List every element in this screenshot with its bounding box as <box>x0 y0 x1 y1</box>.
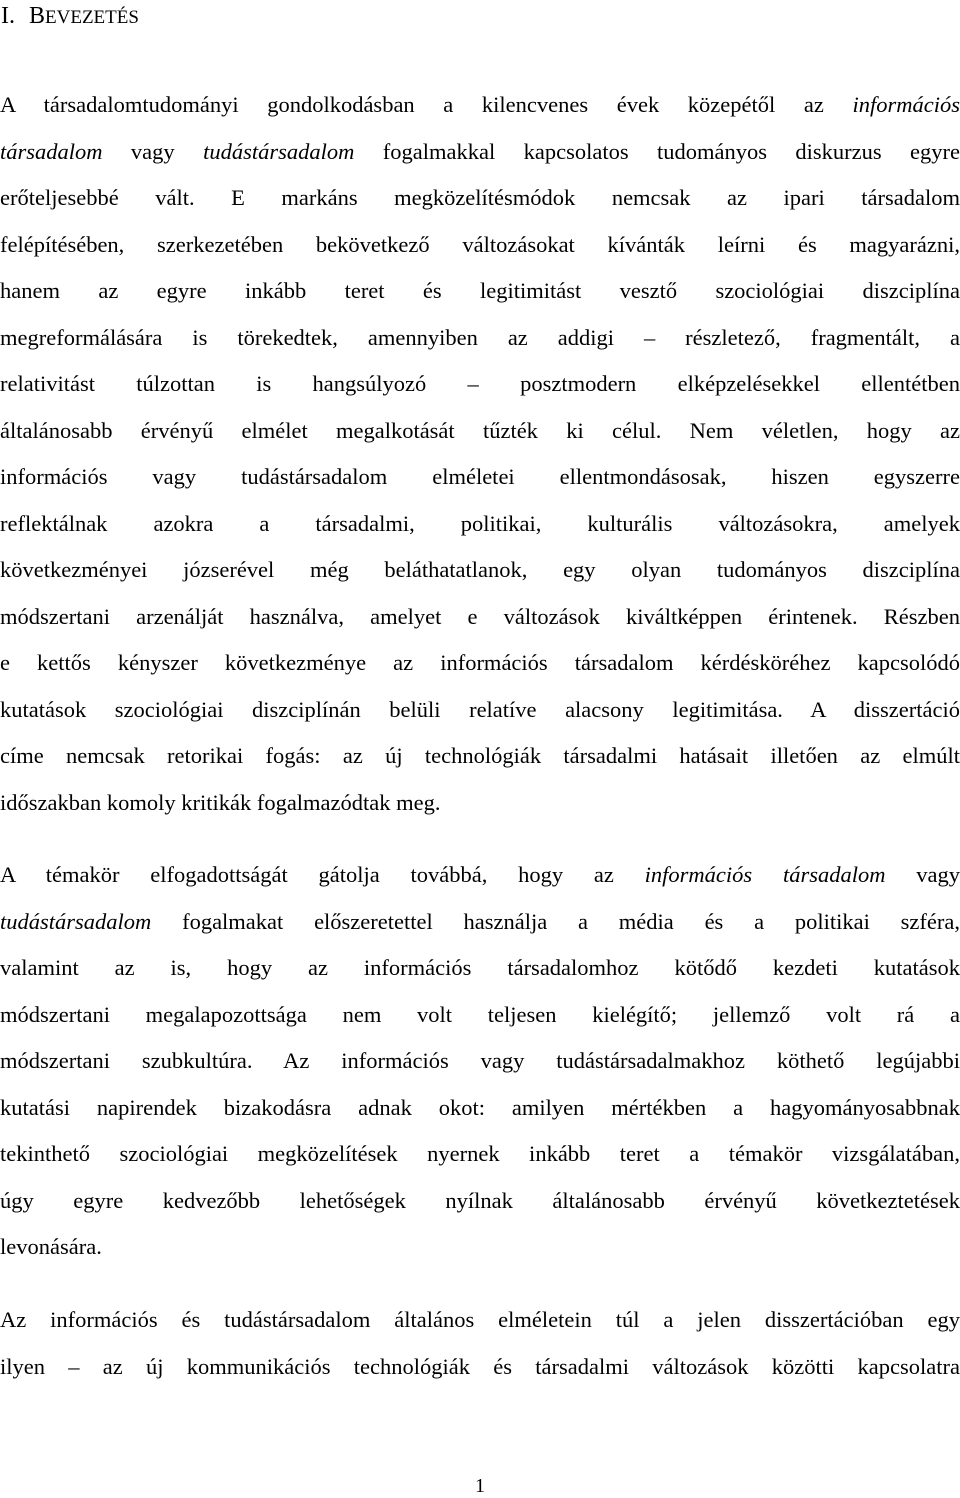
text-run: fogalmakkal kapcsolatos tudományos diskurzus egyre <box>354 138 960 164</box>
text-line <box>0 1038 960 1085</box>
text-run: módszertani megalapozottsága nem volt teljesen kielégítő; jellemző volt rá a <box>0 1001 960 1027</box>
text-run: megreformálására is törekedtek, amennyiben az addigi – részletező, fragmentált, a <box>0 324 960 350</box>
italic-term: információs társadalom <box>644 862 886 887</box>
section-number: I. <box>1 3 15 29</box>
text-run: címe nemcsak retorikai fogás: az új technológiák társadalmi hatásait illetően az elmúlt <box>0 743 960 768</box>
text-run: e kettős kényszer következménye az információs társadalom kérdésköréhez kapcsolódó <box>0 650 960 675</box>
paragraph-3 <box>0 1297 960 1390</box>
text-line <box>0 945 960 992</box>
paragraph-1 <box>0 82 960 826</box>
italic-term: tudástársadalom <box>203 138 355 164</box>
text-line <box>0 501 960 548</box>
section-title-initial: B <box>29 3 46 29</box>
text-line <box>0 733 960 780</box>
text-run: kutatási napirendek bizakodásra adnak okot: amilyen mértékben a hagyományosabbnak <box>0 1094 960 1120</box>
text-line <box>0 268 960 315</box>
text-line <box>0 899 960 946</box>
italic-term: információs <box>852 92 960 117</box>
text-line <box>0 175 960 222</box>
text-line <box>0 408 960 455</box>
text-run: időszakban komoly kritikák fogalmazódtak meg. <box>0 789 441 815</box>
text-line <box>0 594 960 641</box>
text-run: következményei józserével még beláthatatlanok, egy olyan tudományos diszciplína <box>0 557 960 582</box>
text-line <box>0 1297 960 1344</box>
text-run: ilyen – az új kommunikációs technológiák és társadalmi változások közötti kapcsolatra <box>0 1353 960 1379</box>
text-run: A társadalomtudományi gondolkodásban a kilencvenes évek közepétől az <box>0 92 853 117</box>
text-line <box>0 1344 960 1391</box>
text-run: fogalmakat előszeretettel használja a média és a politikai szféra, <box>151 908 960 934</box>
text-run: relativitást túlzottan is hangsúlyozó – posztmodern elképzelésekkel ellentétben <box>0 371 960 396</box>
text-run: tekinthető szociológiai megközelítések nyernek inkább teret a témakör vizsgálatában, <box>0 1141 960 1166</box>
text-run: valamint az is, hogy az információs társadalomhoz kötődő kezdeti kutatások <box>0 955 960 980</box>
italic-term: társadalom <box>0 138 103 164</box>
text-line <box>0 1131 960 1178</box>
text-line <box>0 129 960 176</box>
page-number: 1 <box>475 1475 485 1497</box>
text-run: vagy <box>885 862 960 887</box>
text-line <box>0 780 960 827</box>
section-heading <box>1 0 139 34</box>
text-run: A témakör elfogadottságát gátolja továbbá, hogy az <box>0 862 645 887</box>
section-title-rest: EVEZETÉS <box>45 7 139 28</box>
text-line <box>0 361 960 408</box>
text-run: hanem az egyre inkább teret és legitimitást vesztő szociológiai diszciplína <box>0 278 960 303</box>
text-line <box>0 1085 960 1132</box>
text-run: általánosabb érvényű elmélet megalkotását tűzték ki célul. Nem véletlen, hogy az <box>0 417 960 443</box>
text-line <box>0 852 960 899</box>
text-run: módszertani arzenálját használva, amelyet e változások kiváltképpen érintenek. Részben <box>0 603 960 629</box>
text-line <box>0 992 960 1039</box>
text-line <box>0 315 960 362</box>
text-run: vagy <box>102 138 204 164</box>
text-line <box>0 82 960 129</box>
italic-term: tudástársadalom <box>0 908 152 934</box>
text-run: kutatások szociológiai diszciplínán belüli relatíve alacsony legitimitása. A disszertáció <box>0 696 960 722</box>
text-run: erőteljesebbé vált. E markáns megközelítésmódok nemcsak az ipari társadalom <box>0 185 960 210</box>
text-line <box>0 454 960 501</box>
text-run: levonására. <box>0 1234 102 1259</box>
text-line <box>0 687 960 734</box>
text-run: úgy egyre kedvezőbb lehetőségek nyílnak általánosabb érvényű következtetések <box>0 1187 960 1213</box>
paragraph-2 <box>0 852 960 1271</box>
text-line <box>0 547 960 594</box>
text-line <box>0 640 960 687</box>
text-run: módszertani szubkultúra. Az információs vagy tudástársadalmakhoz köthető legújabbi <box>0 1048 960 1073</box>
text-run: felépítésében, szerkezetében bekövetkező változásokat kívánták leírni és magyarázni, <box>0 231 960 257</box>
text-run: reflektálnak azokra a társadalmi, politikai, kulturális változásokra, amelyek <box>0 510 960 536</box>
text-run: Az információs és tudástársadalom általános elméletein túl a jelen disszertációban egy <box>0 1307 960 1332</box>
text-line <box>0 222 960 269</box>
text-line <box>0 1224 960 1271</box>
text-run: információs vagy tudástársadalom elméletei ellentmondásosak, hiszen egyszerre <box>0 464 960 489</box>
text-line <box>0 1178 960 1225</box>
